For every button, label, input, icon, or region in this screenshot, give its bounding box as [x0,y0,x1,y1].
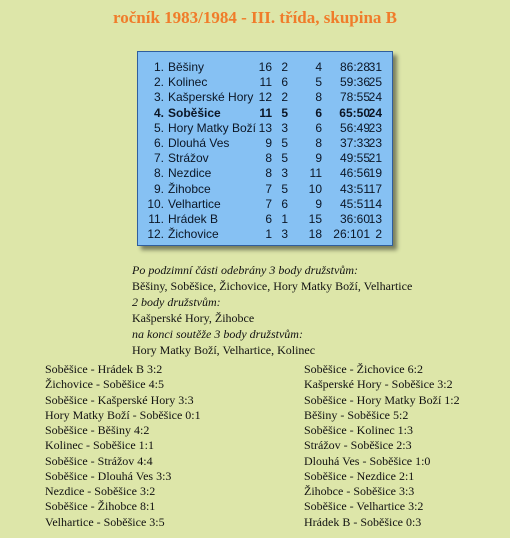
score-cell: 59:36 [339,75,370,90]
note-teams-autumn: Běšiny, Soběšice, Žichovice, Hory Matky Boží, Velhartice [132,279,413,293]
note-teams-two-points: Kašperské Hory, Žihobce [132,311,255,325]
point-deductions-notes [132,262,502,358]
points-cell: 2 [375,227,382,242]
match-result: Běšiny - Soběšice 5:2 [304,407,409,422]
team-cell: Dlouhá Ves [168,135,230,150]
standings-row [138,227,392,242]
rank-cell: 9. [153,181,164,196]
points-cell: 14 [368,196,382,211]
match-result: Soběšice - Nezdice 2:1 [304,468,415,483]
score-cell: 46:56 [339,166,370,181]
rank-cell: 11. [148,211,164,226]
team-cell: Kolinec [168,75,208,90]
losses-cell: 8 [315,90,322,105]
standings-row [138,136,392,151]
draws-cell: 6 [281,196,288,211]
score-cell: 49:55 [339,151,370,166]
match-result: Hory Matky Boží - Soběšice 0:1 [45,407,201,422]
wins-cell: 13 [258,120,272,135]
losses-cell: 11 [309,166,322,181]
team-cell: Hory Matky Boží [168,120,257,135]
losses-cell: 6 [315,120,322,135]
rank-cell: 6. [153,135,164,150]
score-cell: 65:50 [339,105,370,120]
standings-row [138,197,392,212]
standings-row [138,182,392,197]
draws-cell: 5 [281,105,288,120]
losses-cell: 15 [308,211,322,226]
rank-cell: 10. [147,196,164,211]
rank-cell: 1. [153,60,164,74]
match-result: Soběšice - Hory Matky Boží 1:2 [304,392,460,407]
match-result: Soběšice - Velhartice 3:2 [304,499,424,514]
losses-cell: 5 [315,75,322,90]
match-result: Nezdice - Soběšice 3:2 [45,484,156,498]
score-cell: 86:28 [339,60,370,74]
standings-row [138,90,392,105]
team-cell: Velhartice [168,196,221,211]
team-cell: Strážov [168,151,209,166]
match-result: Soběšice - Strážov 4:4 [45,453,153,468]
points-cell: 21 [368,151,382,166]
rank-cell: 2. [153,75,164,90]
match-result: Soběšice - Kašperské Hory 3:3 [45,392,194,407]
rank-cell: 12. [147,227,164,242]
note-teams-end: Hory Matky Boží, Velhartice, Kolinec [132,343,316,357]
rank-cell: 3. [153,90,164,105]
team-cell: Hrádek B [168,211,219,226]
losses-cell: 9 [315,151,322,166]
team-cell: Běšiny [168,60,205,74]
rank-cell: 8. [153,166,164,181]
standings-row [138,121,392,136]
wins-cell: 1 [265,227,272,242]
standings-row [138,75,392,90]
standings-row [138,106,392,121]
match-result: Žihobce - Soběšice 3:3 [304,484,415,498]
standings-row [138,212,392,227]
wins-cell: 7 [265,181,272,196]
score-cell: 45:51 [339,196,370,211]
wins-cell: 8 [265,151,272,166]
match-result: Žichovice - Soběšice 4:5 [45,377,164,392]
wins-cell: 6 [265,211,272,226]
note-heading-autumn: Po podzimní části odebrány 3 body družstvům: [132,263,358,277]
match-result: Soběšice - Běšiny 4:2 [45,423,150,437]
losses-cell: 18 [308,227,322,242]
points-cell: 13 [368,211,382,226]
points-cell: 31 [368,60,382,74]
losses-cell: 4 [315,60,322,74]
score-cell: 36:60 [339,211,370,226]
points-cell: 25 [368,75,382,90]
points-cell: 23 [368,120,382,135]
rank-cell: 4. [153,105,164,120]
losses-cell: 6 [315,105,322,120]
points-cell: 17 [368,181,382,196]
match-result: Soběšice - Hrádek B 3:2 [45,362,163,376]
wins-cell: 8 [265,166,272,181]
match-result: Strážov - Soběšice 2:3 [304,438,412,453]
match-result: Kašperské Hory - Soběšice 3:2 [304,377,453,392]
note-heading-two-points: 2 body družstvům: [132,295,221,309]
wins-cell: 11 [259,75,272,90]
wins-cell: 12 [258,90,272,105]
score-cell: 43:51 [339,181,370,196]
wins-cell: 9 [265,135,272,150]
draws-cell: 1 [281,211,288,226]
draws-cell: 6 [281,75,288,90]
points-cell: 23 [368,135,382,150]
draws-cell: 5 [281,151,288,166]
standings-row [138,166,392,181]
draws-cell: 3 [281,120,288,135]
wins-cell: 7 [265,196,272,211]
score-cell: 37:33 [339,135,370,150]
team-cell: Soběšice [168,105,221,120]
team-cell: Kašperské Hory [168,90,254,105]
match-result: Soběšice - Kolinec 1:3 [304,423,413,437]
standings-rows [138,60,392,242]
losses-cell: 8 [315,135,322,150]
match-result: Soběšice - Dlouhá Ves 3:3 [45,468,172,483]
standings-row [138,60,392,75]
match-results-autumn [45,362,201,530]
draws-cell: 2 [281,60,288,74]
score-cell: 26:101 [333,227,370,242]
draws-cell: 2 [281,90,288,105]
team-cell: Žihobce [168,181,211,196]
wins-cell: 16 [258,60,272,74]
score-cell: 78:55 [339,90,370,105]
points-cell: 19 [368,166,382,181]
team-cell: Nezdice [168,166,212,181]
draws-cell: 5 [281,135,288,150]
rank-cell: 5. [153,120,164,135]
losses-cell: 10 [308,181,322,196]
points-cell: 24 [368,90,382,105]
match-result: Soběšice - Žihobce 8:1 [45,499,156,514]
match-result: Dlouhá Ves - Soběšice 1:0 [304,453,431,468]
score-cell: 56:49 [339,120,370,135]
rank-cell: 7. [153,151,164,166]
draws-cell: 3 [281,166,288,181]
match-result: Kolinec - Soběšice 1:1 [45,438,154,453]
draws-cell: 5 [281,181,288,196]
match-results-spring [304,362,460,530]
wins-cell: 11 [259,105,272,120]
note-heading-end: na konci soutěže 3 body družstvům: [132,327,303,341]
match-result: Soběšice - Žichovice 6:2 [304,362,423,376]
points-cell: 24 [368,105,382,120]
draws-cell: 3 [281,227,288,242]
match-result: Velhartice - Soběšice 3:5 [45,514,165,529]
losses-cell: 9 [315,196,322,211]
standings-row [138,151,392,166]
standings-table [137,51,393,246]
team-cell: Žichovice [168,227,219,242]
page-title: ročník 1983/1984 - III. třída, skupina B [112,8,398,27]
match-result: Hrádek B - Soběšice 0:3 [304,514,422,529]
